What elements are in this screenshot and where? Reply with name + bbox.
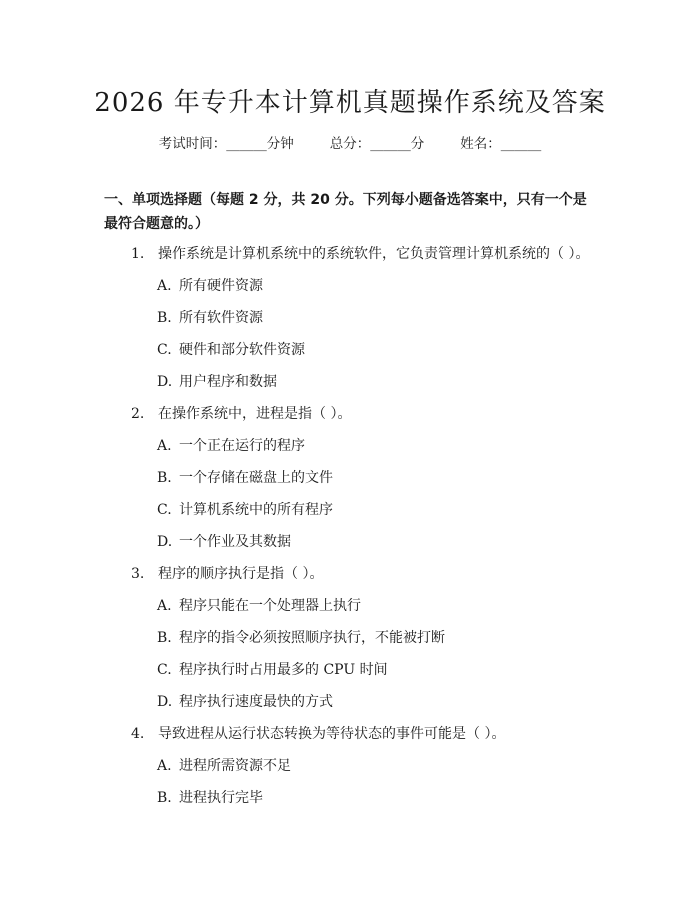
option-1b (157, 307, 263, 327)
option-2a (157, 435, 305, 455)
option-text: 进程所需资源不足 (179, 758, 291, 774)
option-3d (157, 691, 333, 711)
question-text: 程序的顺序执行是指（ ）。 (158, 566, 324, 582)
page-title: 2026 年专升本计算机真题操作系统及答案 (94, 88, 606, 118)
question-number: 2. (131, 406, 145, 422)
option-letter: D. (157, 534, 173, 550)
option-letter: A. (157, 278, 172, 294)
question-text: 导致进程从运行状态转换为等待状态的事件可能是（ ）。 (158, 726, 506, 742)
option-3c (157, 659, 388, 679)
option-text: 程序执行时占用最多的 CPU 时间 (179, 662, 388, 678)
option-text: 用户程序和数据 (179, 374, 277, 390)
option-text: 程序的指令必须按照顺序执行，不能被打断 (179, 630, 445, 646)
option-2c (157, 499, 333, 519)
question-text: 操作系统是计算机系统中的系统软件，它负责管理计算机系统的（ ）。 (158, 246, 590, 262)
option-text: 程序执行速度最快的方式 (179, 694, 333, 710)
total-score-field: 总分：______分 (329, 136, 425, 152)
option-1d (157, 371, 277, 391)
option-letter: A. (157, 598, 172, 614)
option-1a (157, 275, 263, 295)
option-letter: C. (157, 662, 172, 678)
option-text: 所有软件资源 (179, 310, 263, 326)
question-4 (131, 723, 505, 743)
option-text: 一个存储在磁盘上的文件 (179, 470, 333, 486)
question-number: 4. (131, 726, 145, 742)
option-2b (157, 467, 333, 487)
option-letter: C. (157, 342, 172, 358)
option-text: 进程执行完毕 (179, 790, 263, 806)
option-letter: B. (157, 470, 172, 486)
question-3 (131, 563, 323, 583)
question-number: 3. (131, 566, 145, 582)
option-letter: B. (157, 790, 172, 806)
question-1 (131, 243, 589, 263)
option-text: 一个作业及其数据 (179, 534, 291, 550)
exam-info-line (0, 132, 700, 152)
option-4b (157, 787, 263, 807)
option-letter: A. (157, 438, 172, 454)
student-name-field: 姓名：______ (460, 136, 542, 152)
option-text: 一个正在运行的程序 (179, 438, 305, 454)
option-letter: B. (157, 630, 172, 646)
question-text: 在操作系统中，进程是指（ ）。 (158, 406, 352, 422)
option-letter: B. (157, 310, 172, 326)
option-letter: A. (157, 758, 172, 774)
question-2 (131, 403, 351, 423)
question-number: 1. (131, 246, 145, 262)
option-letter: D. (157, 374, 173, 390)
option-text: 计算机系统中的所有程序 (179, 502, 333, 518)
option-text: 程序只能在一个处理器上执行 (179, 598, 361, 614)
option-1c (157, 339, 305, 359)
exam-time-field: 考试时间：______分钟 (158, 136, 294, 152)
option-letter: C. (157, 502, 172, 518)
option-2d (157, 531, 291, 551)
option-letter: D. (157, 694, 173, 710)
option-4a (157, 755, 291, 775)
option-3b (157, 627, 445, 647)
option-text: 硬件和部分软件资源 (179, 342, 305, 358)
option-text: 所有硬件资源 (179, 278, 263, 294)
option-3a (157, 595, 361, 615)
section-heading: 一、单项选择题（每题 2 分，共 20 分。下列每小题备选答案中，只有一个是最符合题意的。） (104, 192, 587, 232)
